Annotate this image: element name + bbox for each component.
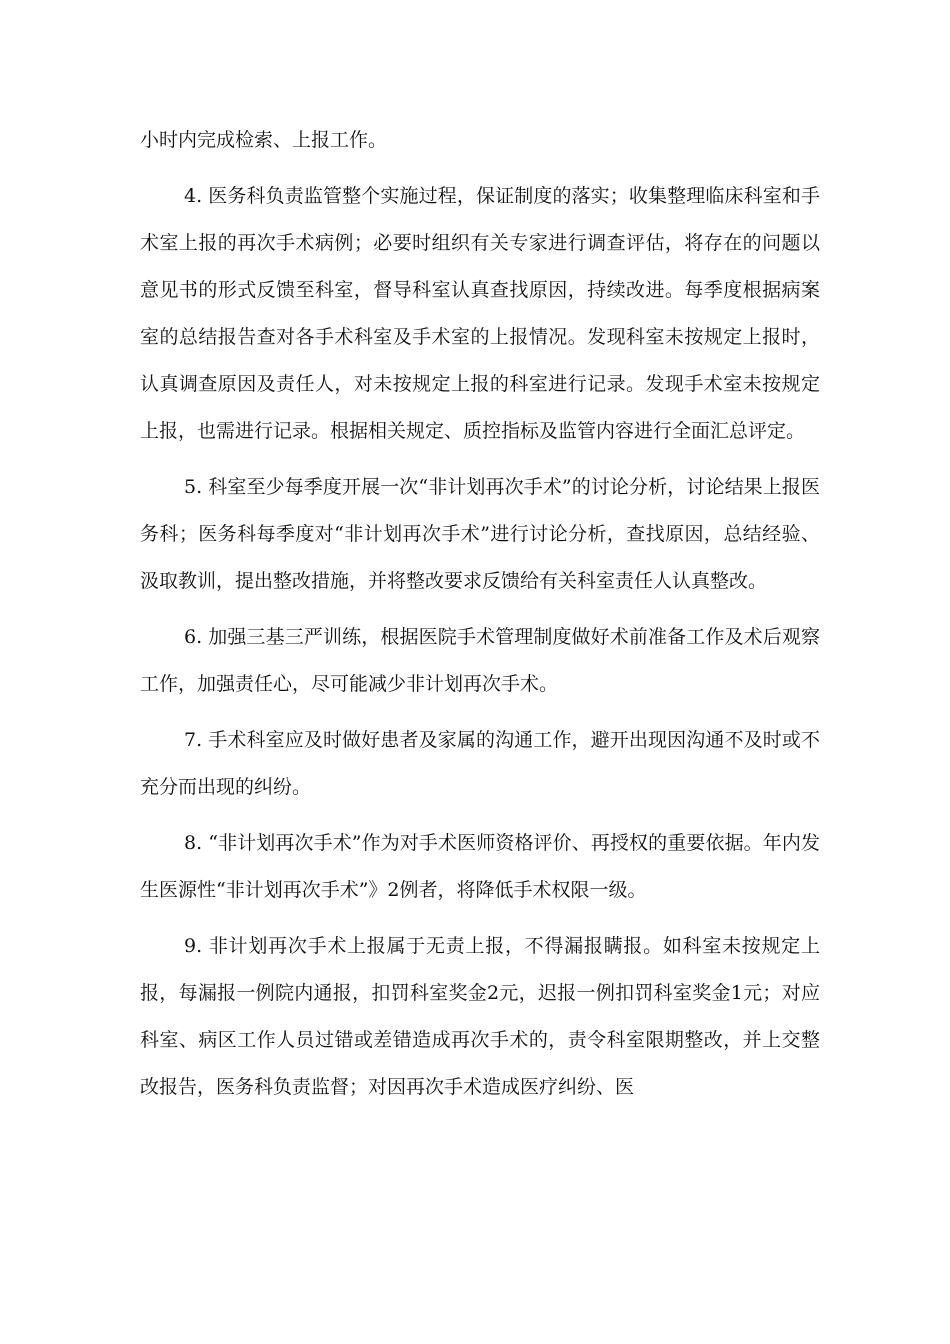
paragraph-item-8: 8. “非计划再次手术”作为对手术医师资格评价、再授权的重要依据。年内发生医源性“非计划再次手术”》2例者，将降低手术权限一级。 [140,832,820,901]
paragraph-item-6: 6. 加强三基三严训练，根据医院手术管理制度做好术前准备工作及术后观察工作，加强责任心，尽可能减少非计划再次手术。 [140,626,820,695]
paragraph-item-4: 4. 医务科负责监管整个实施过程，保证制度的落实；收集整理临床科室和手术室上报的再次手术病例；必要时组织有关专家进行调查评估，将存在的问题以意见书的形式反馈至科室，督导科室认真查找原因，持续改进。每季度根据病案室的总结报告查对各手术科室及手术室的上报情况。发现科室未按规定上报时，认真调查原因及责任人，对未按规定上报的科室进行记录。发现手术室未按规定上报，也需进行记录。根据相关规定、质控指标及监管内容进行全面汇总评定。 [140,185,820,442]
document-body [140,117,820,1111]
paragraph-item-5: 5. 科室至少每季度开展一次“非计划再次手术”的讨论分析，讨论结果上报医务科；医务科每季度对“非计划再次手术”进行讨论分析，查找原因，总结经验、汲取教训，提出整改措施，并将整改要求反馈给有关科室责任人认真整改。 [140,476,820,592]
paragraph-item-9: 9. 非计划再次手术上报属于无责上报，不得漏报瞒报。如科室未按规定上报，每漏报一例院内通报，扣罚科室奖金2元，迟报一例扣罚科室奖金1元；对应科室、病区工作人员过错或差错造成再次手术的，责令科室限期整改，并上交整改报告，医务科负责监督；对因再次手术造成医疗纠纷、医 [140,935,820,1098]
paragraph-item-7: 7. 手术科室应及时做好患者及家属的沟通工作，避开出现因沟通不及时或不充分而出现的纠纷。 [140,729,820,798]
paragraph-continued: 小时内完成检索、上报工作。 [140,129,388,151]
